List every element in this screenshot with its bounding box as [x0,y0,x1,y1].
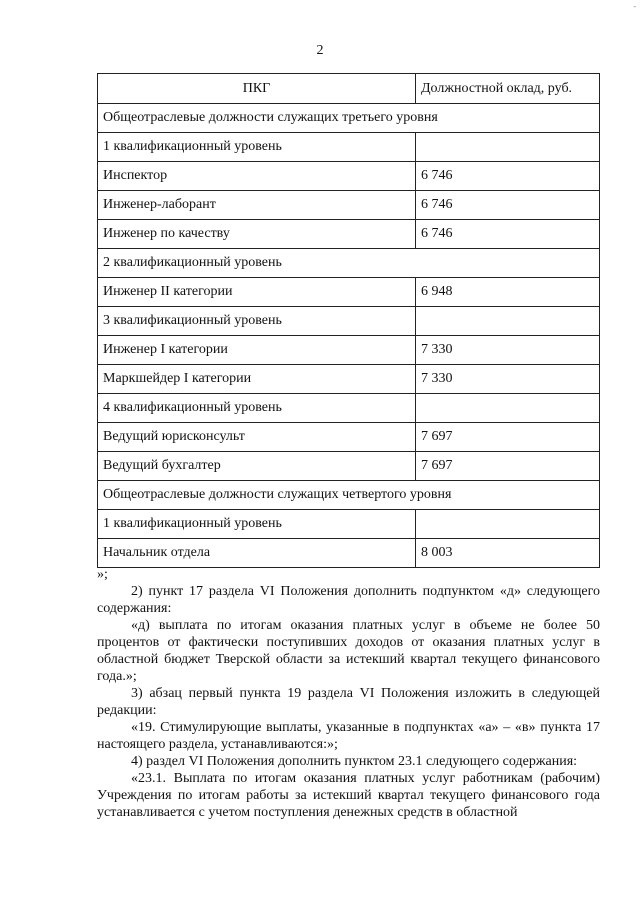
table-row [98,423,600,452]
paragraph-1: 2) пункт 17 раздела VI Положения дополнить подпунктом «д» следующего содержания: [97,584,600,616]
row-label: Инженер-лаборант [98,191,416,220]
table-row [98,162,600,191]
paragraph-6: «23.1. Выплата по итогам оказания платных услуг работникам (рабочим) Учреждения по итогам работы за истекший квартал текущего финансового года устанавливается с учетом поступления денежных средств в областной [97,771,600,820]
row-label: 1 квалификационный уровень [98,510,416,539]
row-label: Инженер по качеству [98,220,416,249]
row-label: Инженер I категории [98,336,416,365]
body-text [97,566,600,821]
row-salary: 7 697 [416,452,600,481]
table-row [98,278,600,307]
table-row [98,394,600,423]
table-row [98,220,600,249]
row-label: Ведущий бухгалтер [98,452,416,481]
salary-table [97,73,600,568]
table-row [98,336,600,365]
row-label: Начальник отдела [98,539,416,568]
table-row [98,452,600,481]
row-label: 2 квалификационный уровень [98,249,600,278]
row-label: 1 квалификационный уровень [98,133,416,162]
table-row [98,539,600,568]
row-label: Общеотраслевые должности служащих третьего уровня [98,104,600,133]
table-row [98,191,600,220]
table-row [98,510,600,539]
row-salary [416,394,600,423]
table-row [98,307,600,336]
table-row [98,104,600,133]
table-row [98,133,600,162]
row-label: Ведущий юрисконсульт [98,423,416,452]
row-label: Общеотраслевые должности служащих четвертого уровня [98,481,600,510]
page-number: 2 [316,43,324,58]
header-pkg: ПКГ [98,74,416,104]
row-salary [416,133,600,162]
row-salary: 7 697 [416,423,600,452]
table-header-row [98,74,600,104]
row-label: Маркшейдер I категории [98,365,416,394]
row-label: 4 квалификационный уровень [98,394,416,423]
paragraph-5: 4) раздел VI Положения дополнить пунктом 23.1 следующего содержания: [131,754,578,769]
row-salary [416,307,600,336]
row-salary [416,510,600,539]
paragraph-3: 3) абзац первый пункта 19 раздела VI Положения изложить в следующей редакции: [97,686,600,718]
table-row [98,365,600,394]
row-salary: 6 746 [416,162,600,191]
row-label: Инженер II категории [98,278,416,307]
row-salary: 6 746 [416,191,600,220]
table-body [98,104,600,568]
row-label: Инспектор [98,162,416,191]
row-salary: 7 330 [416,336,600,365]
corner-mark: - [633,2,636,11]
table-row [98,481,600,510]
row-salary: 8 003 [416,539,600,568]
paragraph-2: «д) выплата по итогам оказания платных услуг в объеме не более 50 процентов от фактически поступивших доходов от оказания платных услуг в областной бюджет Тверской области за истекший квартал текущего финансового года.»; [97,618,600,684]
header-salary: Должностной оклад, руб. [416,74,600,104]
row-label: 3 квалификационный уровень [98,307,416,336]
paragraph-4: «19. Стимулирующие выплаты, указанные в подпунктах «а» – «в» пункта 17 настоящего раздела, устанавливаются:»; [97,720,600,752]
row-salary: 7 330 [416,365,600,394]
table-row [98,249,600,278]
row-salary: 6 746 [416,220,600,249]
table-closer: »; [97,567,108,582]
row-salary: 6 948 [416,278,600,307]
